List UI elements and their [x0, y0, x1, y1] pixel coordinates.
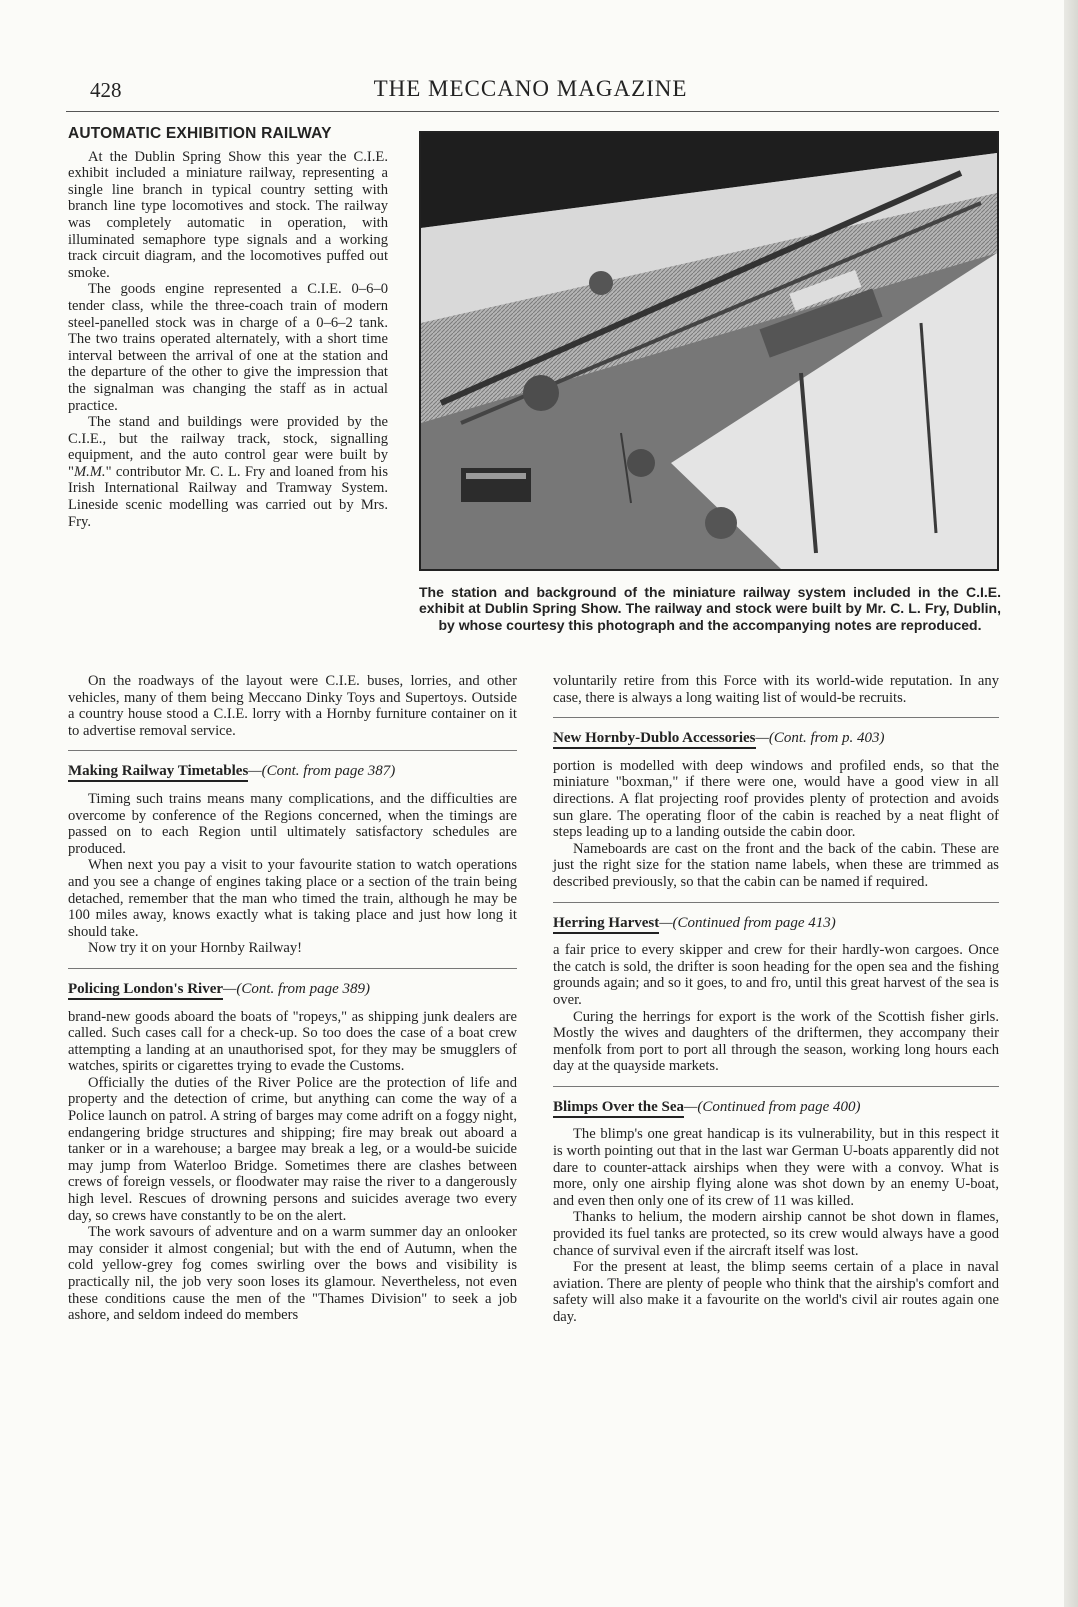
page-header — [64, 76, 997, 108]
section-divider — [553, 1086, 999, 1087]
feature-headline: AUTOMATIC EXHIBITION RAILWAY — [68, 125, 332, 142]
timetables-paragraph-3: Now try it on your Hornby Railway! — [88, 940, 303, 957]
feature-paragraph-2: The goods engine represented a C.I.E. 0–6–0 tender class, while the three-coach train of modern steel-panelled stock was in charge of a 0–6–2 tank. The two trains operated alternately, with a short time interval between the arrival of one at the station and the departure of the other to give the impression that the signalman was changing the staff as in actual practice. — [68, 281, 388, 414]
blimps-paragraph-1: The blimp's one great handicap is its vulnerability, but in this respect it is worth pointing out that in the last war German U-boats apparently did not dare to counter-attack airships when they were with a convoy. What is more, only one airship flying alone was shot down by an enemy U-boat, and even then only one of its crew of 11 was killed. — [553, 1126, 999, 1209]
section-divider — [68, 968, 517, 969]
section-divider — [553, 902, 999, 903]
header-rule — [66, 111, 999, 112]
page-number: 428 — [90, 78, 122, 102]
herring-paragraph-1: a fair price to every skipper and crew for their hardly-won cargoes. Once the catch is sold, the drifter is soon heading for the open sea and the fishing grounds again; and so it goes, to and fro, until this great harvest of the sea is over. — [553, 942, 999, 1008]
herring-paragraph-2: Curing the herrings for export is the work of the Scottish fisher girls. Mostly the wives and daughters of the driftermen, they accompany their menfolk from port to port all through the season, working long hours each day at the quayside markets. — [553, 1008, 999, 1075]
feature-paragraph-4: On the roadways of the layout were C.I.E. buses, lorries, and other vehicles, many of them being Meccano Dinky Toys and Supertoys. Outside a country house stood a C.I.E. lorry with a Hornby furniture container on it to advertise removal service. — [68, 673, 517, 739]
hornby-continuation-note: —(Cont. from p. 403) — [755, 730, 885, 747]
feature-paragraph-1: At the Dublin Spring Show this year the C.I.E. exhibit included a miniature railway, representing a single line branch in typical country setting with branch line type locomotives and stock. The railway was completely automatic in operation, with illuminated semaphore type signals and a working track circuit diagram, and the locomotives puffed out smoke. — [68, 148, 388, 281]
right-column — [553, 673, 999, 1326]
policing-paragraph-3: The work savours of adventure and on a warm summer day an onlooker may consider it almost congenial; but with the end of Autumn, when the cold yellow-grey fog comes swirling over the bows and visibility is practically nil, the job very soon loses its glamour. Nevertheless, not even these conditions cause the men of the "Thames Division" to seek a job ashore, and seldom indeed do members — [68, 1224, 517, 1324]
herring-title: Herring Harvest — [553, 915, 659, 934]
feature-paragraph-3 — [68, 414, 388, 530]
policing-heading — [68, 981, 517, 998]
policing-continuation: voluntarily retire from this Force with its world-wide reputation. In any case, there is always a long waiting list of would-be recruits. — [553, 673, 999, 706]
herring-continuation-note: —(Continued from page 413) — [659, 914, 836, 931]
feature-paragraph-3-end: " contributor Mr. C. L. Fry and loaned from his Irish International Railway and Tramway System. Lineside scenic modelling was carried out by Mrs. Fry. — [68, 463, 388, 530]
policing-continuation-note: —(Cont. from page 389) — [223, 980, 370, 997]
section-divider — [68, 750, 517, 751]
photo-caption: The station and background of the miniature railway system included in the C.I.E. exhibit at Dublin Spring Show. The railway and stock were built by Mr. C. L. Fry, Dublin, by whose courtesy this photograph and the accompanying notes are reproduced. — [419, 584, 1001, 633]
policing-paragraph-2: Officially the duties of the River Police are the protection of life and property and the detection of crime, but anything can come the way of a Police launch on patrol. A string of barges may come adrift on a foggy night, endangering bridge structures and shipping; fire may break out aboard a tanker or in a warehouse; a bargee may break a leg, or a would-be suicide may jump from Waterloo Bridge. Sometimes there are clashes between crews of foreign vessels, or floodwater may raise the river to a dangerously high level. Rescues of drowning persons and suicides average two every day, so crews have constantly to be on the alert. — [68, 1074, 517, 1224]
hornby-paragraph-2: Nameboards are cast on the front and the back of the cabin. These are just the right size for the station name labels, when these are trimmed as described previously, so that the cabin can be named if required. — [553, 840, 999, 890]
feature-paragraph-3-start: The stand and buildings were provided by the C.I.E., but the railway track, stock, signalling equipment, and the auto control gear were built by " — [68, 414, 388, 480]
blimps-paragraph-3: For the present at least, the blimp seems certain of a place in naval aviation. There are plenty of people who think that the airship's comfort and safety will also make it a favourite on the world's civil air routes again one day. — [553, 1259, 999, 1325]
feature-article — [68, 126, 388, 530]
policing-paragraph-1: brand-new goods aboard the boats of "ropeys," as shipping junk dealers are called. Such cases call for a check-up. So too does the case of a boat crew attempting a landing at an unauthorised spot, for they may be smugglers of watches, spirits or cigarettes trying to evade the Customs. — [68, 1008, 517, 1075]
model-railway-layout-photo-icon — [421, 133, 997, 569]
hornby-title: New Hornby-Dublo Accessories — [553, 730, 756, 749]
blimps-paragraph-2: Thanks to helium, the modern airship cannot be shot down in flames, provided its fuel tanks are protected, so its crew would always have a good chance of survival even if the aircraft itself was lost. — [553, 1209, 999, 1259]
timetables-heading — [68, 763, 517, 780]
timetables-title: Making Railway Timetables — [68, 763, 248, 782]
blimps-continuation-note: —(Continued from page 400) — [683, 1098, 861, 1115]
blimps-title: Blimps Over the Sea — [553, 1099, 684, 1118]
herring-heading — [553, 915, 999, 932]
section-divider — [553, 717, 999, 718]
hornby-heading — [553, 730, 999, 747]
blimps-heading — [553, 1099, 999, 1116]
timetables-continuation-note: —(Cont. from page 387) — [248, 763, 396, 780]
page-edge-shadow — [1064, 0, 1078, 1607]
hornby-paragraph-1: portion is modelled with deep windows and profiled ends, so that the miniature "boxman," if there were one, would have a good view in all directions. A flat projecting roof provides plenty of protection and avoids sun glare. The operating floor of the cabin is reached by a neat flight of steps leading up to a landing outside the cabin door. — [553, 757, 999, 841]
mm-abbreviation: M.M. — [73, 463, 106, 480]
timetables-paragraph-1: Timing such trains means many complications, and the difficulties are overcome by conference of the Regions concerned, when the timings are passed on to each Region until ultimately satisfactory schedules are produced. — [68, 790, 517, 857]
policing-title: Policing London's River — [68, 981, 223, 1000]
left-column — [68, 673, 517, 1324]
model-railway-photo — [419, 131, 999, 571]
timetables-paragraph-2: When next you pay a visit to your favourite station to watch operations and you see a change of engines taking place or a section of the train being detached, remember that the man who timed the train, although he may be 100 miles away, knows exactly what is taking place and just how long it should take. — [68, 857, 517, 940]
magazine-title: THE MECCANO MAGAZINE — [373, 76, 688, 101]
